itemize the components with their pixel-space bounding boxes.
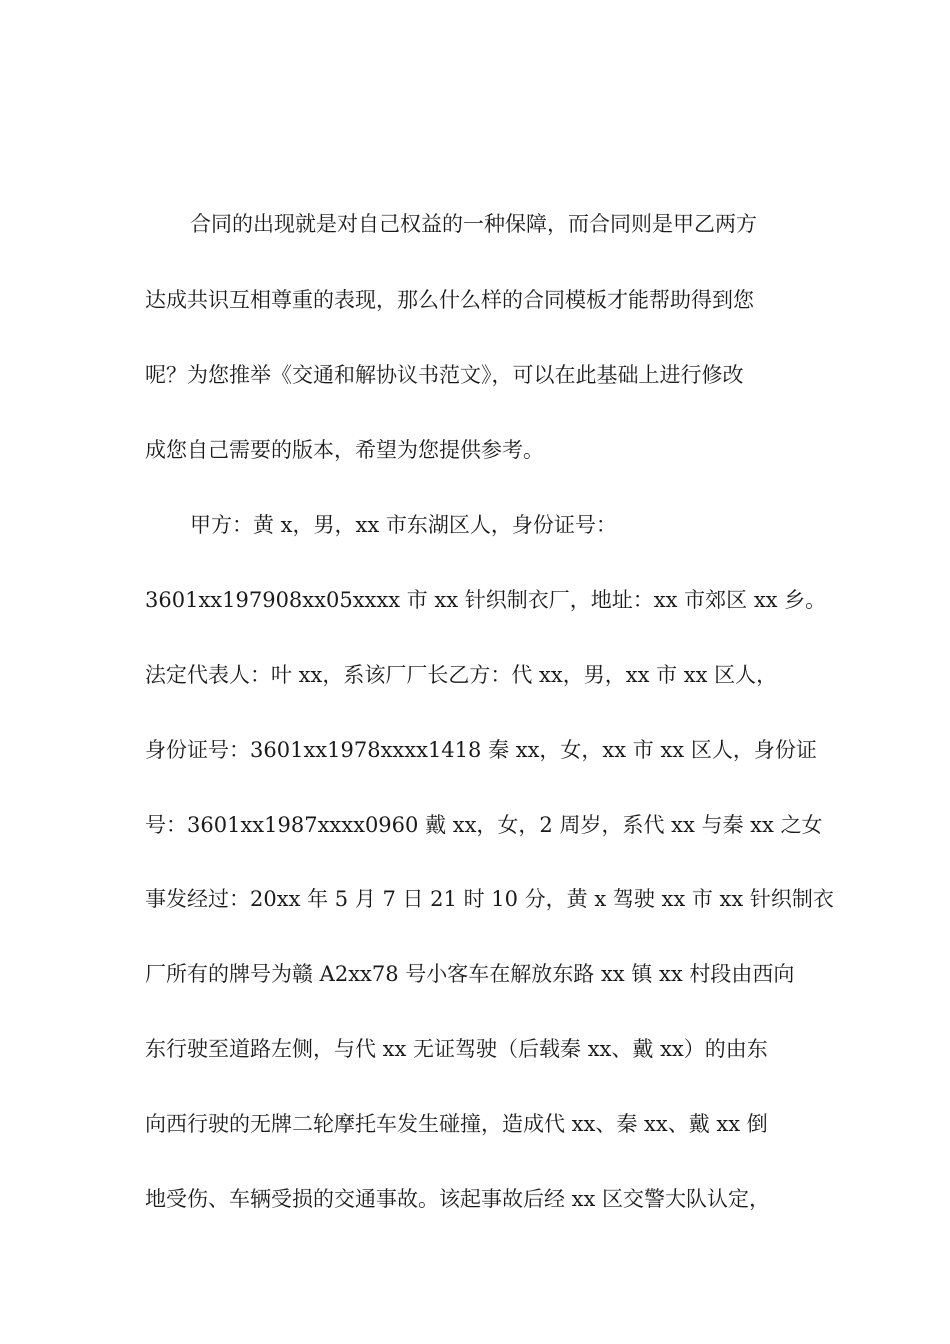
- incident-line-3: 东行驶至道路左侧，与代 xx 无证驾驶（后载秦 xx、戴 xx）的由东: [145, 1037, 768, 1061]
- parties-line-3: 法定代表人：叶 xx，系该厂厂长乙方：代 xx，男，xx 市 xx 区人，: [145, 663, 778, 687]
- intro-paragraph-line-1: 合同的出现就是对自己权益的一种保障，而合同则是甲乙两方: [190, 212, 757, 236]
- party-a-line-2: 3601xx197908xx05xxxx 市 xx 针织制衣厂，地址：xx 市郊区 xx 乡。: [145, 588, 827, 612]
- incident-line-1: 事发经过：20xx 年 5 月 7 日 21 时 10 分，黄 x 驾驶 xx 市 xx 针织制衣: [145, 887, 834, 911]
- incident-line-2: 厂所有的牌号为赣 A2xx78 号小客车在解放东路 xx 镇 xx 村段由西向: [145, 962, 795, 986]
- parties-line-4: 身份证号：3601xx1978xxxx1418 秦 xx，女，xx 市 xx 区人，身份证: [145, 738, 817, 762]
- intro-paragraph-line-2: 达成共识互相尊重的表现，那么什么样的合同模板才能帮助得到您: [145, 288, 754, 312]
- incident-line-5: 地受伤、车辆受损的交通事故。该起事故后经 xx 区交警大队认定，: [145, 1187, 771, 1211]
- intro-paragraph-line-4: 成您自己需要的版本，希望为您提供参考。: [145, 438, 544, 462]
- parties-line-5: 号：3601xx1987xxxx0960 戴 xx，女，2 周岁，系代 xx 与秦 xx 之女: [145, 813, 823, 837]
- party-a-line-1: 甲方：黄 x，男，xx 市东湖区人，身份证号：: [190, 513, 617, 537]
- intro-paragraph-line-3: 呢？为您推举《交通和解协议书范文》，可以在此基础上进行修改: [145, 363, 744, 387]
- incident-line-4: 向西行驶的无牌二轮摩托车发生碰撞，造成代 xx、秦 xx、戴 xx 倒: [145, 1112, 768, 1136]
